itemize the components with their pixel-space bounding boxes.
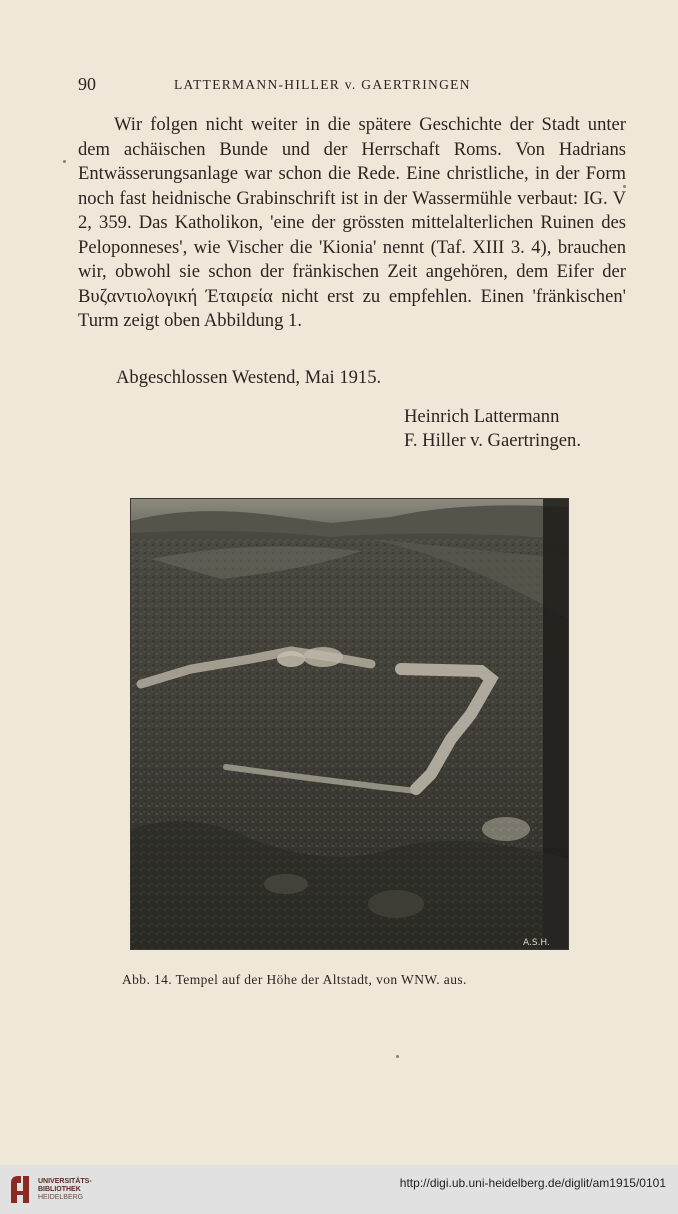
speck: [623, 185, 626, 188]
paragraph: Wir folgen nicht weiter in die spätere Geschichte der Stadt unter dem achäischen Bunde und der Herrschaft Roms. Von Hadrians Entwässerungsanlage war schon die Rede. Eine christliche, in der Form noch fast heidnische Grabinschrift ist in der Wassermühle verbaut: IG. V 2, 359. Das Katholikon, 'eine der grössten mittelalterlichen Ruinen des Peloponneses', wie Vischer die 'Kionia' nennt (Taf. XIII 3. 4), brauchen wir, obwohl sie schon der fränkischen Zeit angehören, dem Eifer der Βυζαντιολογική Έταιρεία nicht erst zu empfehlen. Einen 'fränkischen' Turm zeigt oben Abbildung 1.: [78, 114, 626, 331]
running-head: LATTERMANN-HILLER v. GAERTRINGEN: [174, 77, 471, 92]
author-hiller: F. Hiller v. Gaertringen.: [404, 430, 581, 451]
logo-line-2: BIBLIOTHEK: [38, 1186, 81, 1193]
temple-photograph: [130, 498, 569, 950]
closing-line: Abgeschlossen Westend, Mai 1915.: [116, 367, 382, 388]
source-url-link[interactable]: http://digi.ub.uni-heidelberg.de/diglit/am1915/0101: [399, 1176, 666, 1190]
speck: [63, 160, 66, 163]
speck: [396, 1055, 399, 1058]
page-number: 90: [78, 74, 96, 94]
signature-block: [404, 405, 581, 453]
logo-line-1: UNIVERSITÄTS-: [38, 1178, 92, 1185]
author-lattermann: Heinrich Lattermann: [404, 406, 560, 427]
library-logo-text: [38, 1178, 92, 1202]
photo-mark: A.S.H.: [523, 938, 550, 948]
library-logo-icon: [8, 1173, 34, 1205]
body-text: [78, 113, 626, 334]
page-header: [78, 74, 626, 98]
figure-caption: Abb. 14. Tempel auf der Höhe der Altstadt, von WNW. aus.: [122, 972, 467, 987]
library-logo[interactable]: [8, 1171, 118, 1209]
photo-illustration: [131, 499, 568, 949]
logo-line-3: HEIDELBERG: [38, 1194, 84, 1201]
